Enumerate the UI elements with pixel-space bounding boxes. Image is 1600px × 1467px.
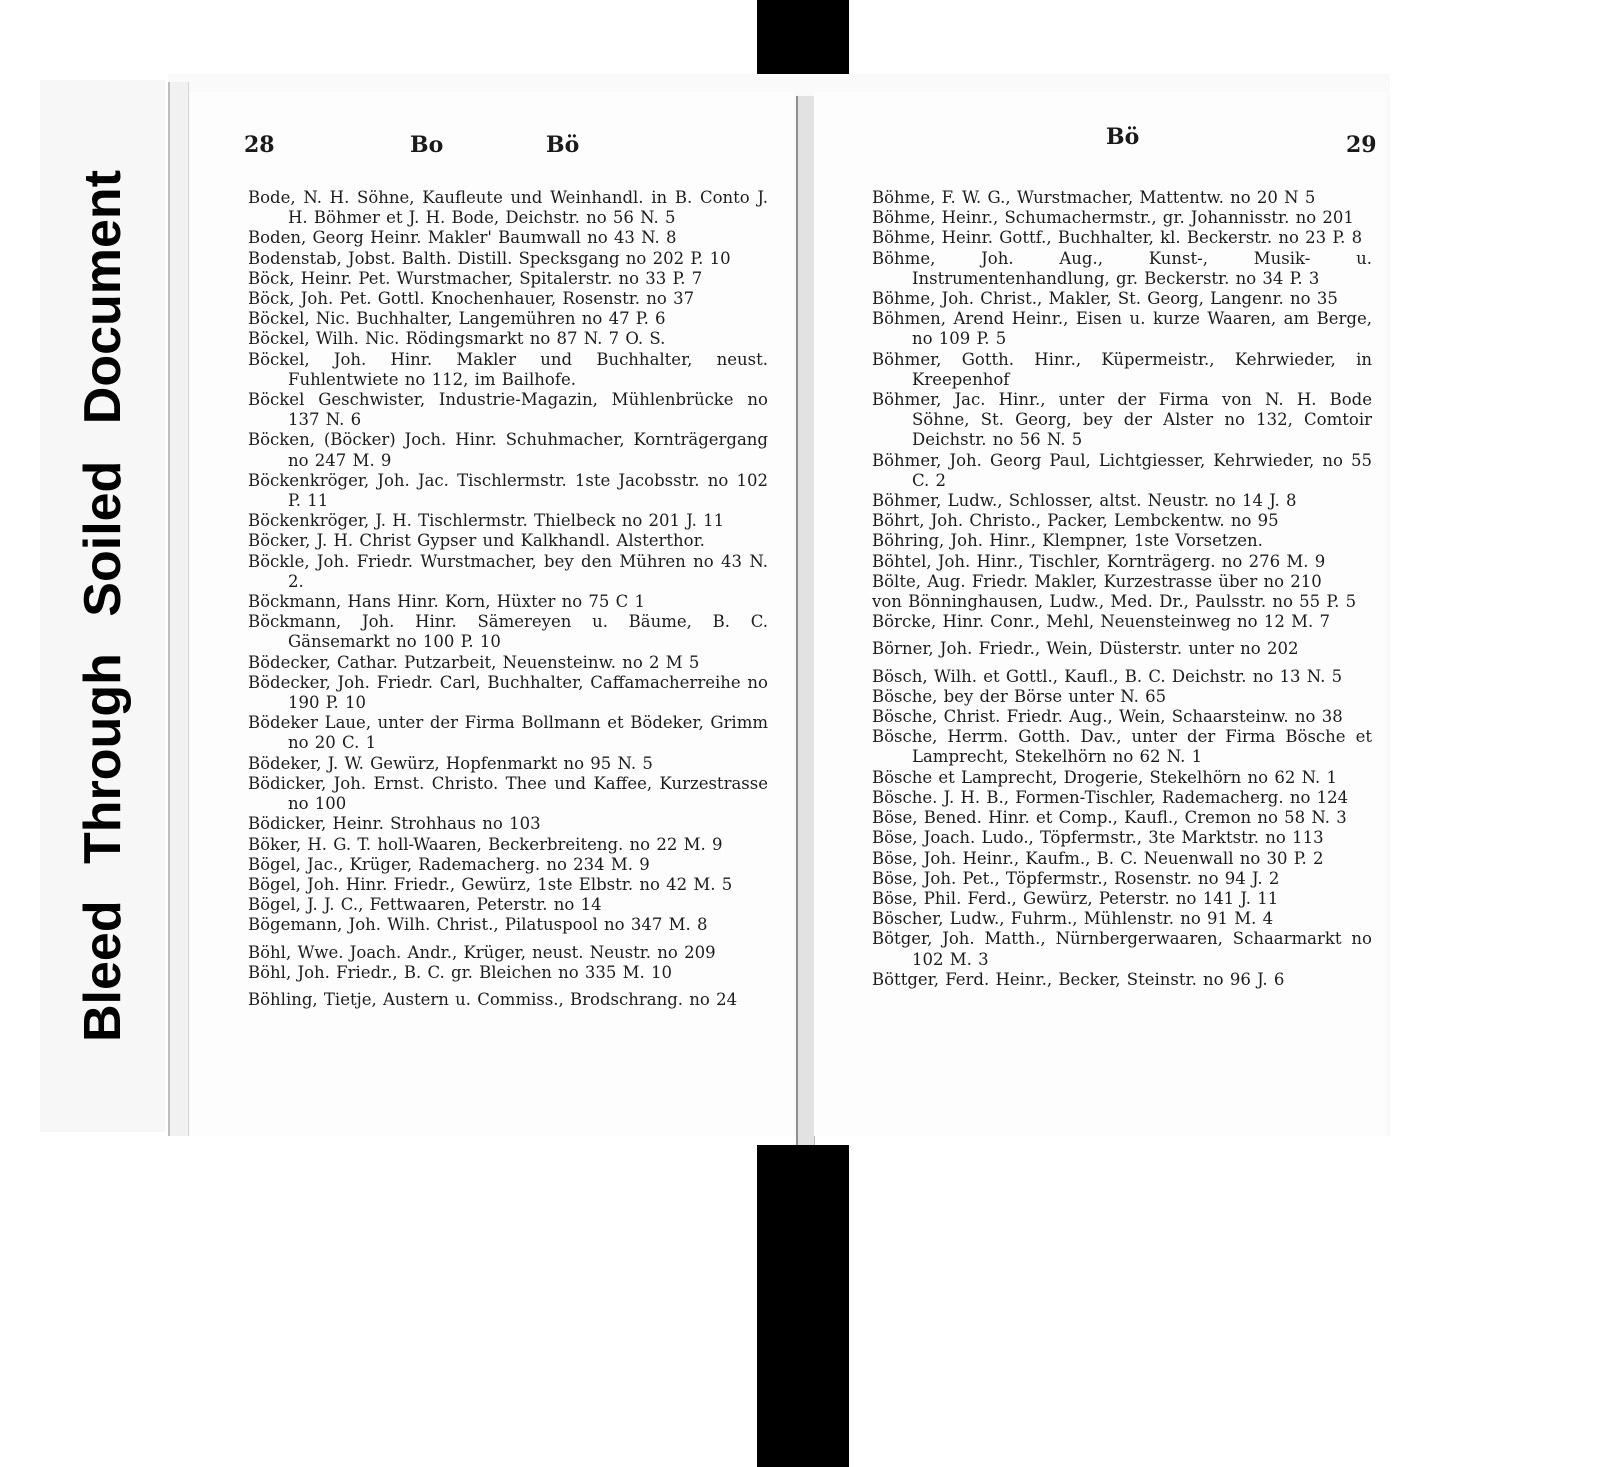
directory-entry: Böhme, Heinr., Schumachermstr., gr. Johannisstr. no 201	[872, 208, 1354, 228]
running-head-right: Bö	[546, 132, 580, 158]
directory-entry: Böckel, Joh. Hinr. Makler und Buchhalter, neust. Fuhlentwiete no 112, im Bailhofe.	[248, 349, 768, 389]
directory-entry: Böckmann, Hans Hinr. Korn, Hüxter no 75 C 1	[248, 592, 646, 612]
directory-entry: Böhmen, Arend Heinr., Eisen u. kurze Waaren, am Berge, no 109 P. 5	[872, 309, 1372, 349]
directory-entry: Böse, Bened. Hinr. et Comp., Kaufl., Cremon no 58 N. 3	[872, 808, 1347, 828]
directory-entry: Bödicker, Joh. Ernst. Christo. Thee und Kaffee, Kurzestrasse no 100	[248, 773, 768, 814]
directory-entry: Bodenstab, Jobst. Balth. Distill. Specksgang no 202 P. 10	[248, 248, 731, 268]
directory-entry: Böck, Heinr. Pet. Wurstmacher, Spitalerstr. no 33 P. 7	[248, 268, 703, 288]
directory-entry: Böse, Joh. Pet., Töpfermstr., Rosenstr. no 94 J. 2	[872, 868, 1280, 888]
directory-entry: Bösche, Herrm. Gotth. Dav., unter der Firma Bösche et Lamprecht, Stekelhörn no 62 N. 1	[872, 727, 1372, 767]
directory-entry: Bögemann, Joh. Wilh. Christ., Pilatuspool no 347 M. 8	[248, 915, 708, 935]
directory-entry: Böckenkröger, J. H. Tischlermstr. Thielbeck no 201 J. 11	[248, 511, 725, 531]
directory-entry: Böckenkröger, Joh. Jac. Tischlermstr. 1ste Jacobsstr. no 102 P. 11	[248, 470, 768, 511]
directory-entry: Bögel, J. J. C., Fettwaaren, Peterstr. no 14	[248, 895, 602, 915]
document-condition-label	[40, 80, 165, 1132]
running-head-left: Bo	[410, 132, 444, 158]
running-head-center: Bö	[1106, 124, 1140, 150]
directory-entry: Böhmer, Jac. Hinr., unter der Firma von N. H. Bode Söhne, St. Georg, bey der Alster no 132, Comtoir Deichstr. no 56 N. 5	[872, 390, 1372, 450]
page-number-left: 28	[244, 132, 275, 158]
directory-entry: Böhl, Joh. Friedr., B. C. gr. Bleichen no 335 M. 10	[248, 962, 673, 982]
directory-entry: Börcke, Hinr. Conr., Mehl, Neuensteinweg no 12 M. 7	[872, 612, 1330, 632]
directory-entry: Böhring, Joh. Hinr., Klempner, 1ste Vorsetzen.	[872, 531, 1263, 551]
directory-entry: Böhme, F. W. G., Wurstmacher, Mattentw. no 20 N 5	[872, 188, 1316, 207]
directory-entry: Bösche et Lamprecht, Drogerie, Stekelhörn no 62 N. 1	[872, 767, 1337, 787]
right-page	[814, 92, 1386, 1136]
directory-entry: Böhmer, Ludw., Schlosser, altst. Neustr. no 14 J. 8	[872, 491, 1297, 511]
directory-entry: Bödecker, Cathar. Putzarbeit, Neuensteinw. no 2 M 5	[248, 652, 700, 672]
directory-entry: Bötger, Joh. Matth., Nürnbergerwaaren, Schaarmarkt no 102 M. 3	[872, 929, 1372, 969]
directory-entry: Bösche. J. H. B., Formen-Tischler, Rademacherg. no 124	[872, 787, 1349, 807]
left-page-header	[190, 132, 794, 166]
directory-entry: Böckel, Wilh. Nic. Rödingsmarkt no 87 N. 7 O. S.	[248, 329, 666, 349]
directory-entry: Böttger, Ferd. Heinr., Becker, Steinstr. no 96 J. 6	[872, 969, 1285, 989]
directory-entry: Bode, N. H. Söhne, Kaufleute und Weinhandl. in B. Conto J. H. Böhmer et J. H. Bode, Deichstr. no 56 N. 5	[248, 188, 768, 228]
right-page-header	[814, 124, 1386, 166]
directory-entry: Böse, Joh. Heinr., Kaufm., B. C. Neuenwall no 30 P. 2	[872, 848, 1324, 868]
directory-entry: Boden, Georg Heinr. Makler' Baumwall no 43 N. 8	[248, 228, 677, 248]
book-page-edges	[168, 82, 189, 1136]
directory-entry: Bögel, Jac., Krüger, Rademacherg. no 234 M. 9	[248, 854, 650, 874]
directory-entry: Böhme, Heinr. Gottf., Buchhalter, kl. Beckerstr. no 23 P. 8	[872, 228, 1363, 248]
directory-entry: Böcker, J. H. Christ Gypser und Kalkhandl. Alsterthor.	[248, 531, 705, 551]
left-page	[190, 92, 794, 1136]
directory-entry: Böhling, Tietje, Austern u. Commiss., Brodschrang. no 24	[248, 989, 738, 1009]
directory-entry: Böckmann, Joh. Hinr. Sämereyen u. Bäume, B. C. Gänsemarkt no 100 P. 10	[248, 612, 768, 652]
binding-spine-bottom	[757, 1145, 849, 1467]
directory-entry: Böhrt, Joh. Christo., Packer, Lembckentw. no 95	[872, 511, 1279, 531]
directory-entry: Börner, Joh. Friedr., Wein, Düsterstr. unter no 202	[872, 639, 1299, 659]
directory-entry: Böhme, Joh. Aug., Kunst-, Musik- u. Instrumentenhandlung, gr. Beckerstr. no 34 P. 3	[872, 248, 1372, 288]
directory-entry: Bödeker Laue, unter der Firma Bollmann et Bödeker, Grimm no 20 C. 1	[248, 713, 768, 753]
condition-label-text: Bleed Through Soiled Document	[73, 169, 132, 1043]
directory-entry: Bösche, bey der Börse unter N. 65	[872, 686, 1167, 706]
directory-entry: Böscher, Ludw., Fuhrm., Mühlenstr. no 91 M. 4	[872, 909, 1274, 929]
directory-entry: Bösch, Wilh. et Gottl., Kaufl., B. C. Deichstr. no 13 N. 5	[872, 666, 1343, 686]
directory-entry: Bödecker, Joh. Friedr. Carl, Buchhalter, Caffamacherreihe no 190 P. 10	[248, 672, 768, 713]
directory-entry: Böckel Geschwister, Industrie-Magazin, Mühlenbrücke no 137 N. 6	[248, 390, 768, 430]
left-entry-list	[248, 188, 768, 1010]
directory-entry: Bögel, Joh. Hinr. Friedr., Gewürz, 1ste Elbstr. no 42 M. 5	[248, 874, 733, 894]
directory-entry: Böcken, (Böcker) Joch. Hinr. Schuhmacher, Kornträgergang no 247 M. 9	[248, 430, 768, 470]
directory-entry: von Bönninghausen, Ludw., Med. Dr., Paulsstr. no 55 P. 5	[872, 592, 1357, 612]
book-gutter	[796, 96, 815, 1146]
directory-entry: Böhme, Joh. Christ., Makler, St. Georg, Langenr. no 35	[872, 289, 1338, 309]
directory-entry: Bölte, Aug. Friedr. Makler, Kurzestrasse über no 210	[872, 571, 1322, 591]
directory-entry: Böhl, Wwe. Joach. Andr., Krüger, neust. Neustr. no 209	[248, 942, 716, 962]
right-entry-list	[872, 188, 1372, 990]
directory-entry: Böck, Joh. Pet. Gottl. Knochenhauer, Rosenstr. no 37	[248, 289, 695, 309]
directory-entry: Böse, Phil. Ferd., Gewürz, Peterstr. no 141 J. 11	[872, 888, 1279, 908]
directory-entry: Bösche, Christ. Friedr. Aug., Wein, Schaarsteinw. no 38	[872, 707, 1343, 727]
directory-entry: Bödicker, Heinr. Strohhaus no 103	[248, 814, 541, 834]
directory-entry: Böker, H. G. T. holl-Waaren, Beckerbreiteng. no 22 M. 9	[248, 834, 723, 854]
directory-entry: Böhtel, Joh. Hinr., Tischler, Kornträgerg. no 276 M. 9	[872, 551, 1326, 571]
page-number-right: 29	[1346, 132, 1377, 158]
directory-entry: Bödeker, J. W. Gewürz, Hopfenmarkt no 95 N. 5	[248, 753, 653, 773]
directory-entry: Böhmer, Joh. Georg Paul, Lichtgiesser, Kehrwieder, no 55 C. 2	[872, 450, 1372, 490]
directory-entry: Böckle, Joh. Friedr. Wurstmacher, bey den Mühren no 43 N. 2.	[248, 551, 768, 591]
directory-entry: Böse, Joach. Ludo., Töpfermstr., 3te Marktstr. no 113	[872, 828, 1324, 848]
directory-entry: Böckel, Nic. Buchhalter, Langemühren no 47 P. 6	[248, 309, 666, 329]
directory-entry: Böhmer, Gotth. Hinr., Küpermeistr., Kehrwieder, in Kreepenhof	[872, 349, 1372, 389]
